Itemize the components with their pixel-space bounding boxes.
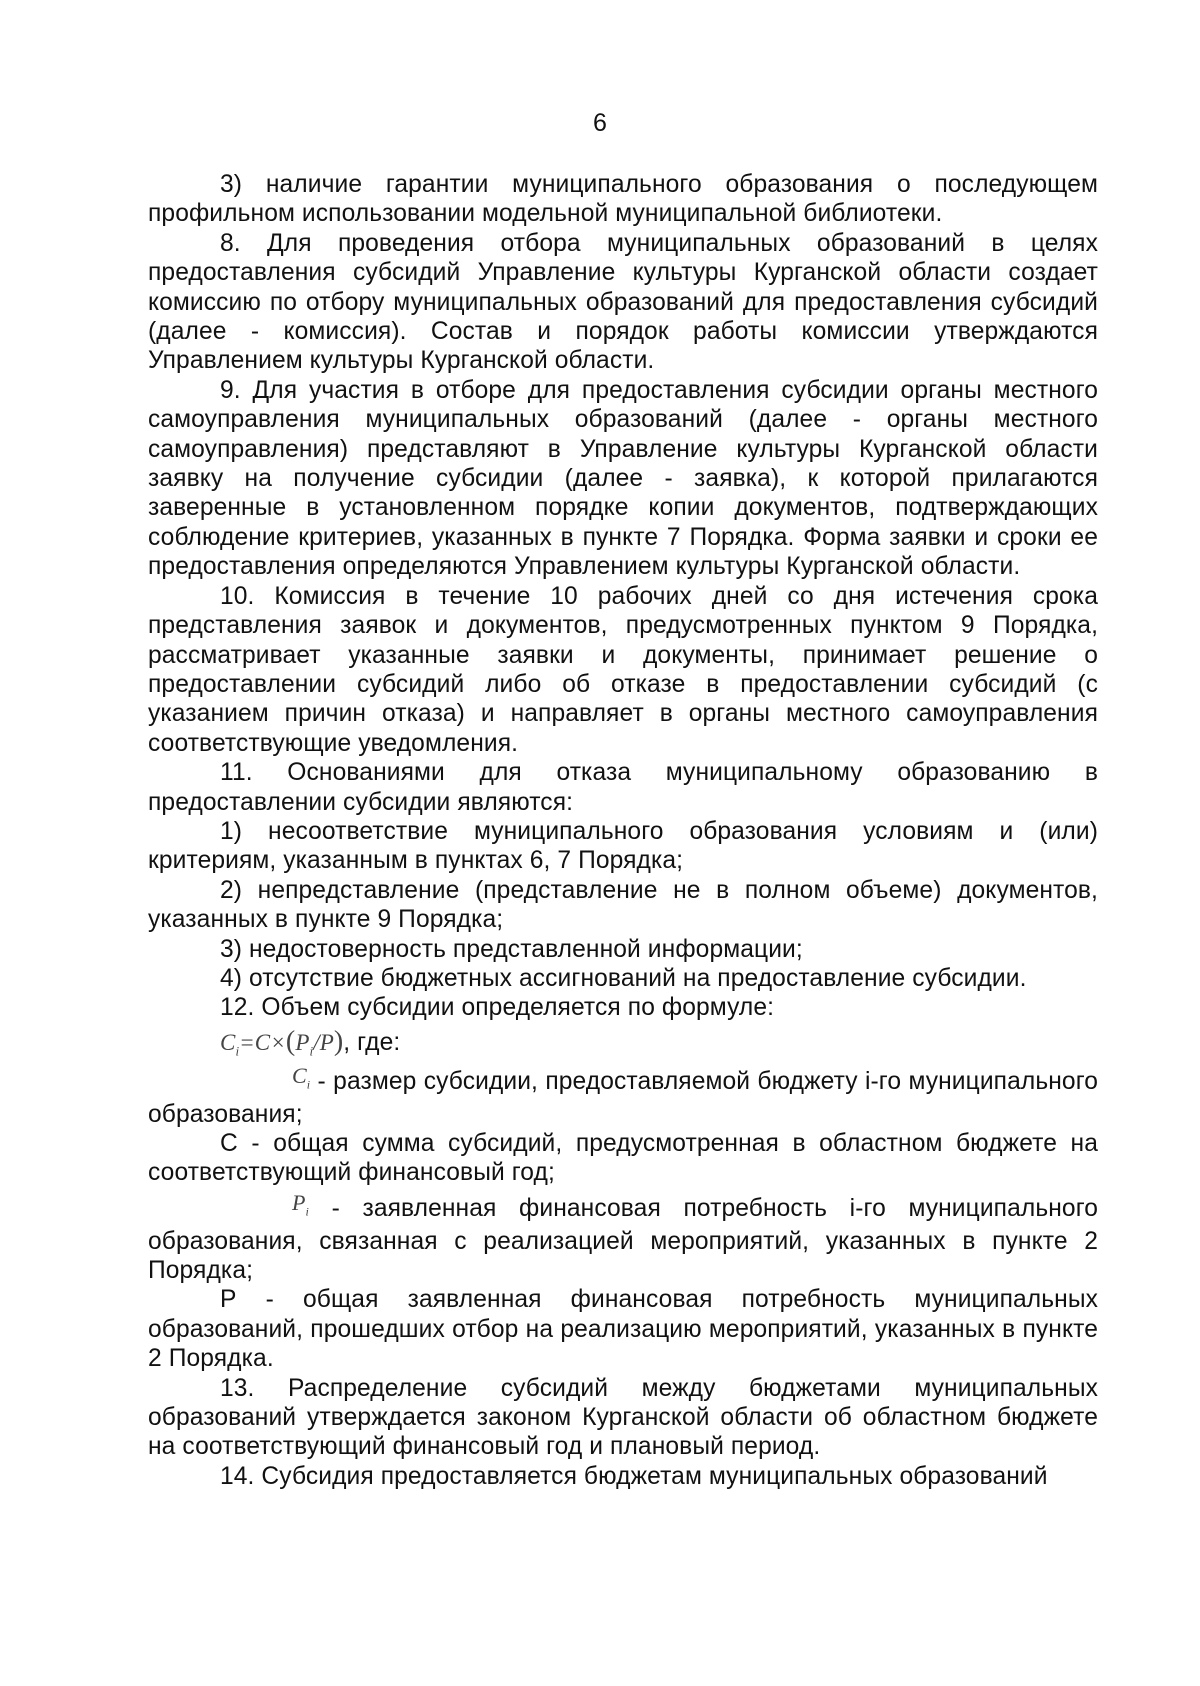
definition-pi: [148, 1188, 1098, 1286]
symbol-ci-sub: i: [306, 1077, 311, 1092]
page-number: 6: [593, 109, 607, 137]
symbol-pi-sub: i: [305, 1204, 309, 1219]
symbol-pi-letter: P: [292, 1189, 306, 1215]
paragraph-11-refusal-grounds: 11. Основаниями для отказа муниципальному образованию в предоставлении субсидии являются:: [148, 759, 1098, 816]
paragraph-13-distribution: 13. Распределение субсидий между бюджетами муниципальных образований утверждается законом Курганской области об областном бюджете на соответствующий финансовый год и плановый период.: [148, 1374, 1098, 1461]
formula-slash: /: [313, 1029, 320, 1055]
formula-close-paren: ): [333, 1025, 344, 1057]
definition-p: Р - общая заявленная финансовая потребность муниципальных образований, прошедших отбор на реализацию мероприятий, указанных в пункте 2 Порядка.: [148, 1286, 1098, 1373]
formula-times: ×: [270, 1029, 286, 1055]
formula-open-paren: (: [285, 1025, 296, 1057]
paragraph-item-3: 3) наличие гарантии муниципального образования о последующем профильном использовании модельной муниципальной библиотеки.: [148, 171, 1098, 228]
paragraph-9-application: 9. Для участия в отборе для предоставления субсидии органы местного самоуправления муниципальных образований (далее - органы местного самоуправления) представляют в Управление культуры Курганской области заявку на получение субсидии (далее - заявка), к которой прилагаются заверенные в установленном порядке копии документов, подтверждающих соблюдение критериев, указанных в пункте 7 Порядка. Форма заявки и сроки ее предоставления определяются Управлением культуры Курганской области.: [148, 376, 1098, 581]
paragraph-11-item-2: 2) непредставление (представление не в полном объеме) документов, указанных в пункте 9 Порядка;: [148, 876, 1098, 934]
definition-c: С - общая сумма субсидий, предусмотренная в областном бюджете на соответствующий финансовый год;: [148, 1129, 1098, 1187]
paragraph-11-item-3: 3) недостоверность представленной информации;: [220, 935, 803, 963]
formula-c: C: [254, 1029, 271, 1055]
formula-suffix: , где:: [343, 1028, 401, 1056]
document-body: [148, 170, 1098, 1491]
formula-expression: [220, 1025, 344, 1059]
formula-equals: =: [239, 1029, 255, 1055]
definition-ci-text: - размер субсидии, предоставляемой бюджету i-го муниципального образования;: [148, 1067, 1098, 1128]
subsidy-formula: [148, 1023, 1098, 1061]
paragraph-8-commission: 8. Для проведения отбора муниципальных образований в целях предоставления субсидий Управление культуры Курганской области создает комиссию по отбору муниципальных образований для предоставления субсидий (далее - комиссия). Состав и порядок работы комиссии утверждаются Управлением культуры Курганской области.: [148, 229, 1098, 375]
formula-lhs: C: [220, 1029, 236, 1055]
formula-pi-sub: i: [309, 1043, 314, 1059]
symbol-ci: [220, 1061, 310, 1100]
definition-pi-text: - заявленная финансовая потребность i-го муниципального образования, связанная с реализацией мероприятий, указанных в пункте 2 Порядка;: [148, 1194, 1098, 1284]
definition-ci: [148, 1061, 1098, 1129]
paragraph-10-review: 10. Комиссия в течение 10 рабочих дней со дня истечения срока представления заявок и документов, предусмотренных пунктом 9 Порядка, рассматривает указанные заявки и документы, принимает решение о предоставлении субсидий либо об отказе в предоставлении субсидий (с указанием причин отказа) и направляет в органы местного самоуправления соответствующие уведомления.: [148, 582, 1098, 757]
formula-p: P: [319, 1029, 334, 1055]
formula-pi: P: [295, 1029, 310, 1055]
symbol-ci-letter: C: [292, 1062, 307, 1088]
formula-lhs-sub: i: [235, 1043, 240, 1059]
paragraph-11-item-4: 4) отсутствие бюджетных ассигнований на предоставление субсидии.: [220, 964, 1027, 992]
paragraph-12-formula-intro: 12. Объем субсидии определяется по формуле:: [220, 994, 775, 1022]
paragraph-14-provision: 14. Субсидия предоставляется бюджетам муниципальных образований: [220, 1462, 1048, 1490]
paragraph-11-item-1: 1) несоответствие муниципального образования условиям и (или) критериям, указанным в пунктах 6, 7 Порядка;: [148, 817, 1098, 875]
symbol-pi: [220, 1188, 309, 1227]
